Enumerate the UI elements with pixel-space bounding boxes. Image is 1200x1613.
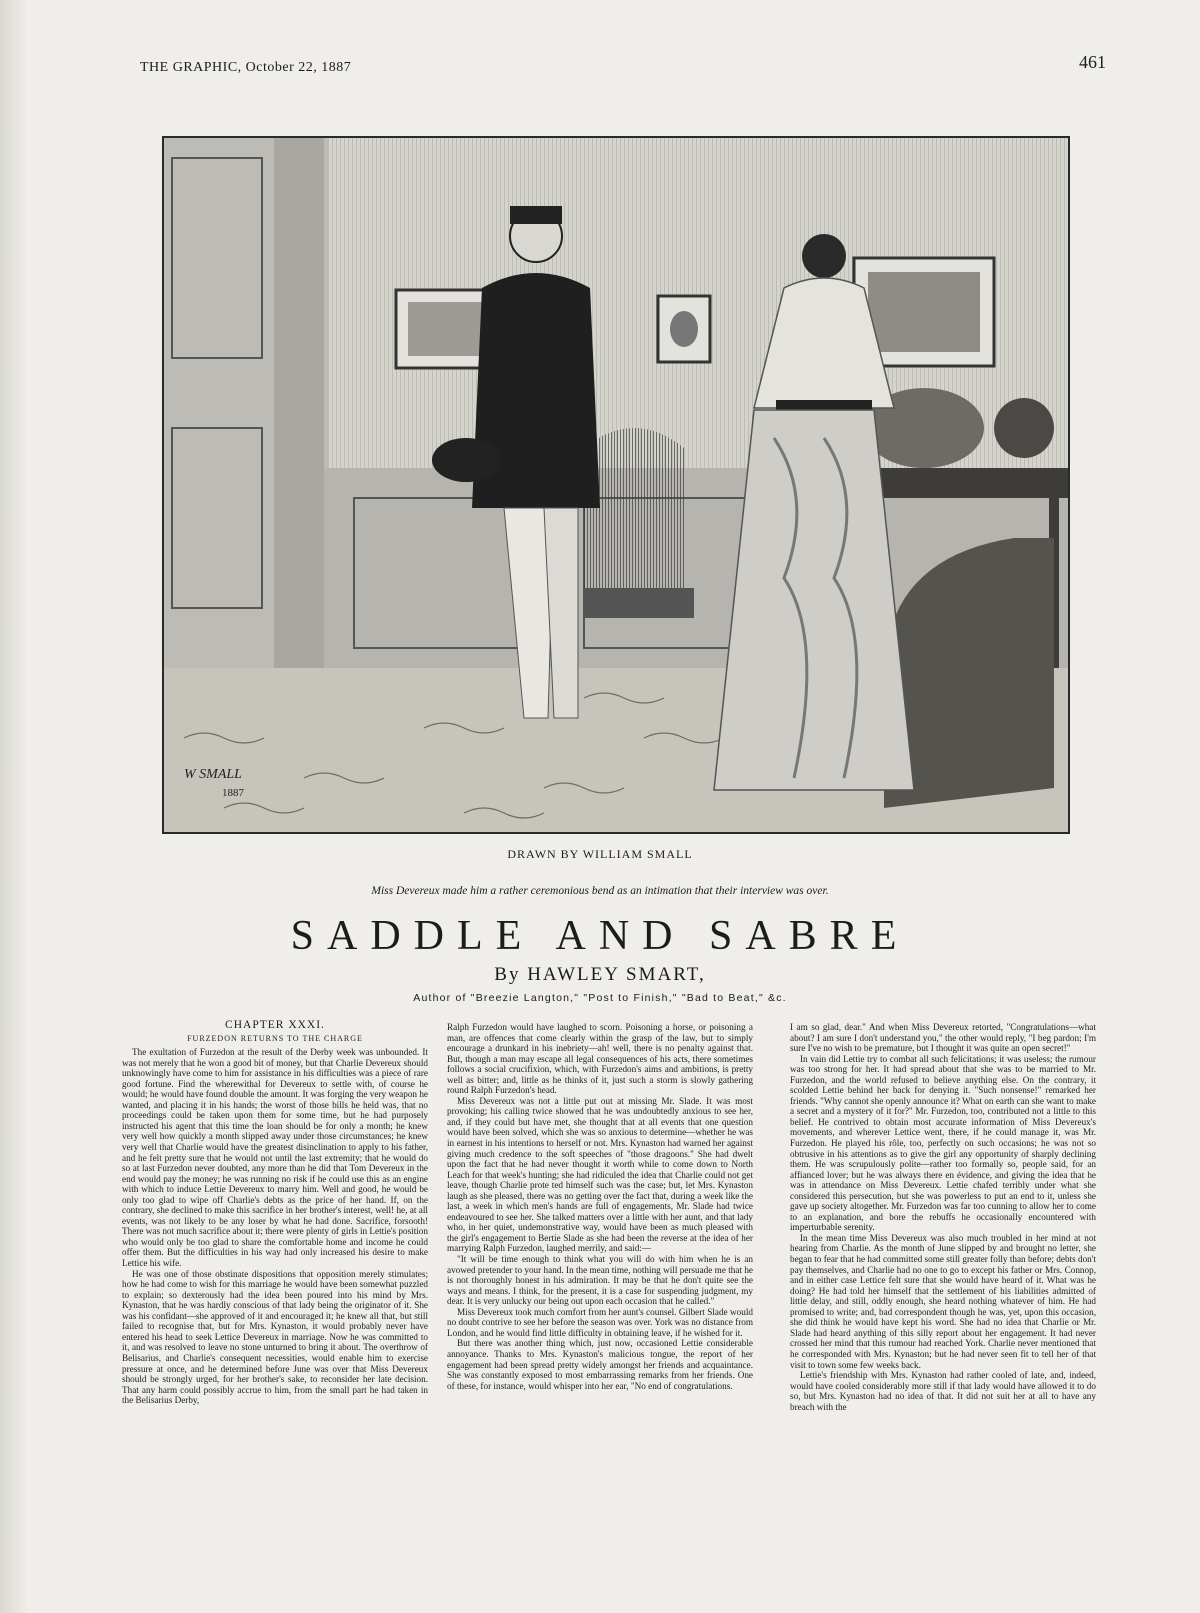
chapter-subtitle: FURZEDON RETURNS TO THE CHARGE (187, 1033, 363, 1043)
paragraph: In vain did Lettie try to combat all such felicitations; it was useless; the rumour was too strong for her. It had spread about that she was to be married to Mr. Furzedon, and the world refused to believe anything else. On the contrary, it scolded Lettie behind her back for denying it. "Such nonsense!" remarked her friends. "Why cannot she openly announce it? What on earth can she want to make a secret and a mystery of it for?" Mr. Furzedon, too, contributed not a little to this belief. He contrived to obtain most accurate information of Miss Devereux's movements, and wherever Lettice went, there, if he could manage it, was Mr. Furzedon. He played his rôle, too, perfectly on such occasions; he was not so obtrusive in his attentions as to give the girl any opportunity of sharply declining them. He was scrupulously polite—rather too formally so, people said, for an affianced lover; but he was always there en évidence, and giving the idea that he was in attendance on Miss Devereux. Lettie chafed terribly under what she considered this persecution, but she was powerless to put an end to it, unless she gave up society altogether. Mr. Furzedon was far too cunning to allow her to come to an explanation, and bore the rebuffs he occasionally encountered with imperturbable serenity. (790, 1053, 1096, 1233)
artist-signature: W SMALL (184, 767, 242, 782)
artist-signature-year: 1887 (222, 787, 244, 799)
paragraph: Miss Devereux took much comfort from her aunt's counsel. Gilbert Slade would no doubt contrive to see her before the season was over. York was no distance from London, and he would find little difficulty in obtaining leave, if he wished for it. (447, 1306, 753, 1338)
article-column-1 (122, 1020, 428, 1406)
chair (584, 428, 684, 598)
paragraph: But there was another thing which, just now, occasioned Lettie considerable annoyance. Thanks to Mrs. Kynaston's malicious tongue, the report of her engagement had been spread pretty widely amongst her friends and acquaintance. She was constantly exposed to most embarrassing remarks from her friends. One of these, for instance, would whisper into her ear, "No end of congratulations. (447, 1338, 753, 1391)
page-number: 461 (1079, 52, 1106, 72)
chapter-heading: CHAPTER XXXI. (225, 1019, 325, 1031)
paragraph: "It will be time enough to think what you will do with him when he is an avowed pretender to your hand. In the mean time, nothing will persuade me that he is not thoroughly honest in his admiration. It may be that he don't quite see the ways and means. I think, for the present, it is a case for suspending judgment, my dear. It is very unlucky our being out upon each occasion that he called." (447, 1254, 753, 1307)
engraving-illustration (162, 136, 1070, 834)
illustration-caption: Miss Devereux made him a rather ceremonious bend as an intimation that their interview was over. (371, 885, 829, 897)
page-fold-shadow (0, 0, 28, 1613)
article-column-2 (447, 1022, 753, 1391)
paragraph: In the mean time Miss Devereux was also much troubled in her mind at not hearing from Charlie. As the month of June slipped by and brought no letter, she began to fear that he had committed some still greater folly than before; debts don't pay themselves, and Charlie had no one to go to except his father or Mrs. Connop, and in either case Lettice felt sure that she would have heard of it. What was he doing? He had told her himself that the settlement of his liabilities admitted of little delay, and still, oddly enough, she heard nothing whatever of him. He had promised to write; and, bad correspondent though he was, yet, upon this occasion, she did think he would have kept his word. She had no idea that Charlie or Mr. Slade had heard anything of this silly report about her engagement. It had never crossed her mind that this rumour had reached York. Charlie never mentioned that he corresponded with Mrs. Kynaston; but he had never seen fit to tell her of that visit to town some few weeks back. (790, 1232, 1096, 1370)
side-table (854, 468, 1068, 498)
top-hat (432, 438, 500, 482)
author-of-line: Author of "Breezie Langton," "Post to Finish," "Bad to Beat," &c. (413, 992, 787, 1004)
story-title: SADDLE AND SABRE (290, 913, 910, 959)
paragraph: Lettie's friendship with Mrs. Kynaston had rather cooled of late, and, indeed, would have cooled considerably more still if that lady would have allowed it to do so, but Mrs. Kynaston had no idea of that. It did not suit her at all to have any breach with the (790, 1370, 1096, 1412)
paragraph: Ralph Furzedon would have laughed to scorn. Poisoning a horse, or poisoning a man, are offences that come clearly within the grasp of the law, but to simply encourage a drunkard in his inebriety—ah! well, there is no penalty against that. But, though a man may escape all legal consequences of his acts, there sometimes follows a social crucifixion, which, with Furzedon's aims and ambitions, is pretty well as bitter; and, little as he thinks of it, just such a storm is slowly gathering round Ralph Furzedon's head. (447, 1022, 753, 1096)
illustration-credit: DRAWN BY WILLIAM SMALL (507, 847, 693, 861)
engraving-scene (164, 138, 1068, 832)
article-column-3 (790, 1022, 1096, 1412)
running-head: THE GRAPHIC, October 22, 1887 (140, 60, 352, 75)
paragraph: Miss Devereux was not a little put out at missing Mr. Slade. It was most provoking; his calling twice showed that he was undoubtedly anxious to see her, and, if they could but have met, she thought that at all events that one question would have been solved, which she was so anxious to determine—whether he was in earnest in his intentions to herself or not. Mrs. Kynaston had warned her against giving much credence to the soft speeches of "those dragoons." She had dwelt upon the fact that he had never thought it worth while to come down to North Leach for that week's hunting; she had ridiculed the idea that Charlie could not get leave, though Charlie prote ted himself such was the case; but, let Mrs. Kynaston laugh as she pleased, there was no getting over the fact that, during a week like the last, a week in which men's hands are full of engagements, Mr. Slade had twice endeavoured to see her. She talked matters over a little with her aunt, and that lady who, in her quiet, undemonstrative way, would have been as much pleased with the girl's engagement to Bertie Slade as she had been the reverse at the idea of her marrying Ralph Furzedon, laughed merrily, and said:— (447, 1095, 753, 1254)
paragraph: He was one of those obstinate dispositions that opposition merely stimulates; how he had come to wish for this marriage he would have been somewhat puzzled to explain; so dexterously had the idea been poured into his mind by Mrs. Kynaston, that he was hardly conscious of that lady being the originator of it. She was his confidant—she approved of it and encouraged it; he knew all that, but still failed to recognise that, but for Mrs. Kynaston, it would probably never have entered his head to seek Lettice Devereux in marriage. Now he was committed to it, and was resolved to leave no stone unturned to bring it about. The overthrow of Belisarius, and Charlie's consequent necessities, would enable him to exercise pressure at once, and he determined before June was over that Miss Devereux should be strongly urged, for her brother's sake, to reconsider her late decision. That any harm could possibly accrue to him, from the small part he had taken in the Belisarius Derby, (122, 1268, 428, 1406)
paragraph: The exultation of Furzedon at the result of the Derby week was unbounded. It was not merely that he won a good bit of money, but that Charlie Devereux should unknowingly have come to him for assistance in his difficulties was a piece of rare good fortune. Find the wherewithal for Devereux to settle with, of course he would; he would have found double the amount. It was forging the very weapon he wanted, and placing it in his hands; the worst of those bills he held was, that no proceedings could be taken upon them for some time, but he had purposely instructed his agent that this time the loan should be for only a month; he knew very well how quickly a month slipped away under those circumstances; he knew very well that Charlie would have the greatest disinclination to apply to his father, and he felt pretty sure that he would not until the last extremity; that he would do so at last Furzedon never doubted, any more than he did that Tom Devereux in the end would pay the money; he was running no risk if he could use this as an engine with which to induce Lettie Devereux to marry him. Well and good, he would be only too glad to wipe off Charlie's debts as the price of her hand. If, on the contrary, she declined to make this sacrifice in her brother's interest, well! he, at all events, was not likely to be any loser by what he had done. Sacrifice, forsooth! There was not much sacrifice about it; there were plenty of girls in Lettie's position who would only be too glad to share the comfortable home and income he could offer them. But the difficulties in his way had only increased his desire to make Lettice his wife. (122, 1047, 428, 1269)
story-byline: By HAWLEY SMART, (494, 964, 706, 985)
paragraph: I am so glad, dear." And when Miss Devereux retorted, "Congratulations—what about? I am sure I don't understand you," the other would reply, "I beg pardon; I'm sure I've no wish to be premature, but I thought it was quite an open secret!" (790, 1022, 1096, 1054)
